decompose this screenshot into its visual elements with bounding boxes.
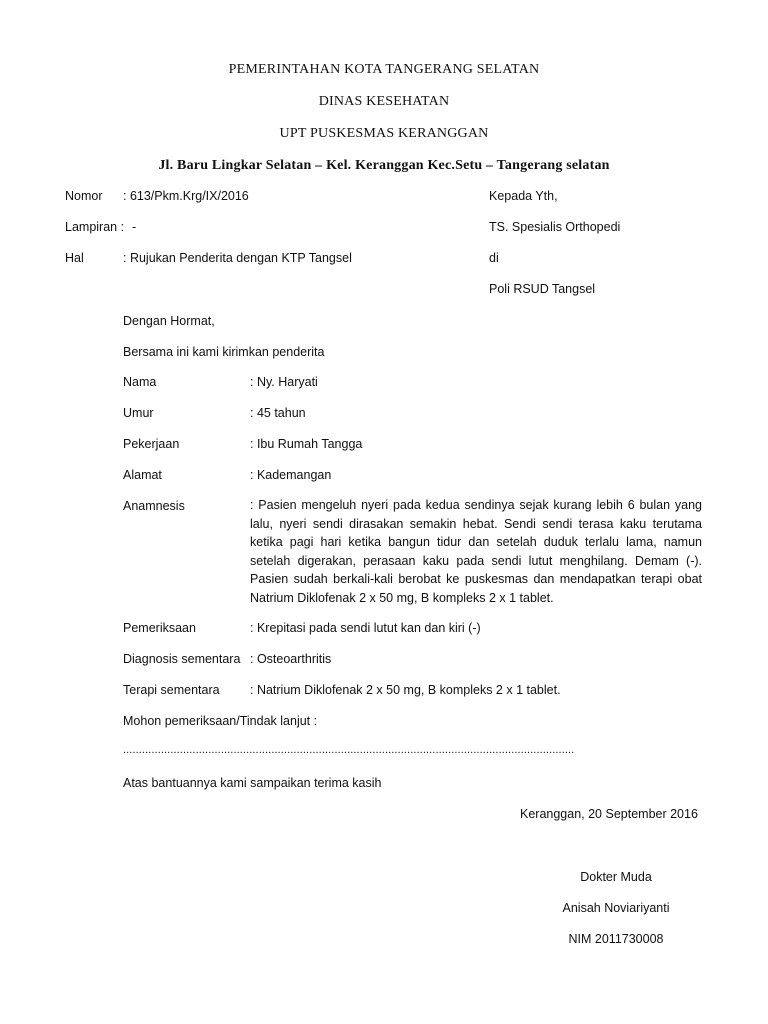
request-text: Mohon pemeriksaan/Tindak lanjut : [123, 714, 318, 728]
hal-value: : Rujukan Penderita dengan KTP Tangsel [123, 251, 352, 265]
greeting: Dengan Hormat, [123, 314, 215, 328]
pemeriksaan-label: Pemeriksaan [123, 621, 196, 635]
nama-label: Nama [123, 375, 157, 389]
intro-text: Bersama ini kami kirimkan penderita [123, 345, 325, 359]
lampiran-label: Lampiran : [65, 220, 125, 234]
alamat-label: Alamat [123, 468, 162, 482]
hal-label: Hal [65, 251, 84, 265]
signer-nim: NIM 2011730008 [568, 932, 664, 946]
recipient-salutation: Kepada Yth, [489, 189, 558, 203]
closing-text: Atas bantuannya kami sampaikan terima kasih [123, 776, 382, 790]
letterhead-puskesmas: UPT PUSKESMAS KERANGGAN [279, 126, 489, 141]
anamnesis-value: : Pasien mengeluh nyeri pada kedua sendinya sejak kurang lebih 6 bulan yang lalu, nyeri sendi dirasakan semakin hebat. Sendi sendi terasa kaku terutama ketika pagi hari ketika bangun tidur dan setelah duduk terlalu lama, namun setelah digerakan, perasaan kaku pada sendi lutut menghilang. Demam (-). Pasien sudah berkali-kali berobat ke puskesmas dan mendapatkan terapi obat Natrium Diklofenak 2 x 50 mg, B kompleks 2 x 1 tablet. [250, 498, 702, 605]
dotted-fill-line: ............................................................................................................................................... [123, 744, 575, 756]
lampiran-value: - [132, 220, 137, 234]
recipient-place: Poli RSUD Tangsel [489, 282, 596, 296]
nomor-label: Nomor [65, 189, 103, 203]
letterhead-government: PEMERINTAHAN KOTA TANGERANG SELATAN [228, 62, 540, 77]
diagnosis-label: Diagnosis sementara [123, 652, 241, 666]
pekerjaan-value: : Ibu Rumah Tangga [250, 437, 363, 451]
signer-title: Dokter Muda [580, 870, 652, 884]
umur-value: : 45 tahun [250, 406, 306, 420]
letterhead-agency: DINAS KESEHATAN [318, 94, 450, 109]
pemeriksaan-value: : Krepitasi pada sendi lutut kan dan kiri (-) [250, 621, 481, 635]
recipient-title: TS. Spesialis Orthopedi [489, 220, 621, 234]
letterhead-address: Jl. Baru Lingkar Selatan – Kel. Keranggan Kec.Setu – Tangerang selatan [158, 158, 610, 173]
place-date: Keranggan, 20 September 2016 [520, 807, 698, 821]
diagnosis-value: : Osteoarthritis [250, 652, 332, 666]
terapi-value: : Natrium Diklofenak 2 x 50 mg, B kompleks 2 x 1 tablet. [250, 683, 561, 697]
nomor-value: : 613/Pkm.Krg/IX/2016 [123, 189, 249, 203]
umur-label: Umur [123, 406, 154, 420]
signer-name: Anisah Noviariyanti [562, 901, 670, 915]
pekerjaan-label: Pekerjaan [123, 437, 180, 451]
recipient-di: di [489, 251, 499, 265]
nama-value: : Ny. Haryati [250, 375, 318, 389]
anamnesis-label: Anamnesis [123, 499, 185, 513]
terapi-label: Terapi sementara [123, 683, 220, 697]
alamat-value: : Kademangan [250, 468, 332, 482]
